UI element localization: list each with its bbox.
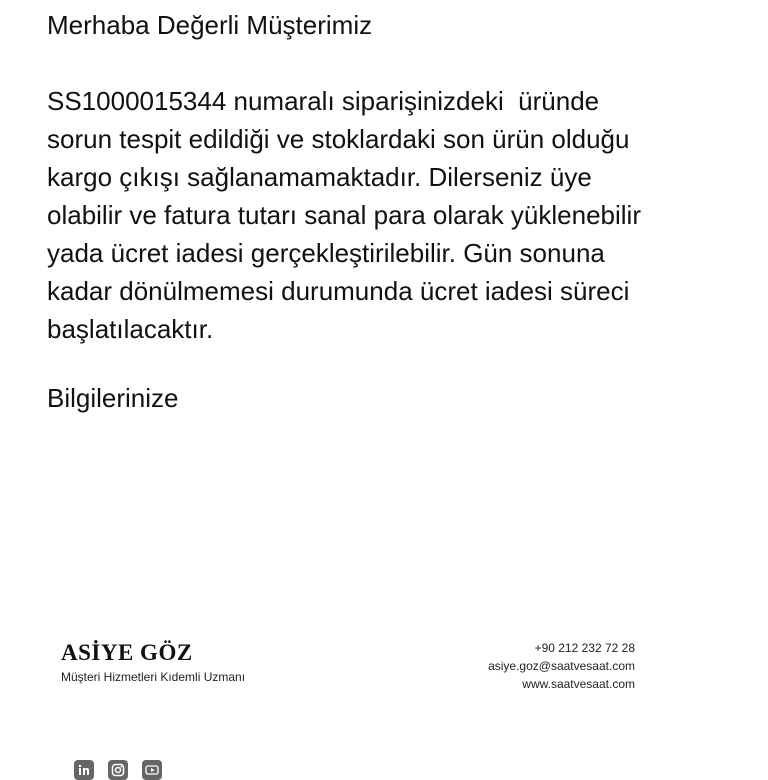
website-link[interactable]: www.saatvesaat.com [522, 677, 635, 691]
message-line: SS1000015344 numaralı siparişinizdeki üründe [47, 86, 600, 116]
message-line: olabilir ve fatura tutarı sanal para olarak yüklenebilir [47, 200, 641, 230]
signature-name: ASİYE GÖZ [61, 640, 193, 665]
email-link[interactable]: asiye.goz@saatvesaat.com [488, 659, 635, 673]
closing-text: Bilgilerinize [47, 383, 179, 413]
message-line: yada ücret iadesi gerçekleştirilebilir. Gün sonuna [47, 238, 605, 268]
signature-title: Müşteri Hizmetleri Kıdemli Uzmanı [61, 670, 246, 684]
phone-number[interactable]: +90 212 232 72 28 [534, 641, 635, 655]
message-line: başlatılacaktır. [47, 314, 214, 344]
greeting: Merhaba Değerli Müşterimiz [47, 10, 373, 40]
message-line: kadar dönülmemesi durumunda ücret iadesi süreci [47, 276, 630, 306]
linkedin-icon[interactable] [74, 760, 94, 780]
message-line: kargo çıkışı sağlanamamaktadır. Dilerseniz üye [47, 162, 592, 192]
social-links [74, 760, 162, 780]
contact-info [488, 639, 635, 693]
instagram-icon[interactable] [108, 760, 128, 780]
message-body [47, 82, 747, 348]
message-line: sorun tespit edildiği ve stoklardaki son ürün olduğu [47, 124, 630, 154]
youtube-icon[interactable] [142, 760, 162, 780]
